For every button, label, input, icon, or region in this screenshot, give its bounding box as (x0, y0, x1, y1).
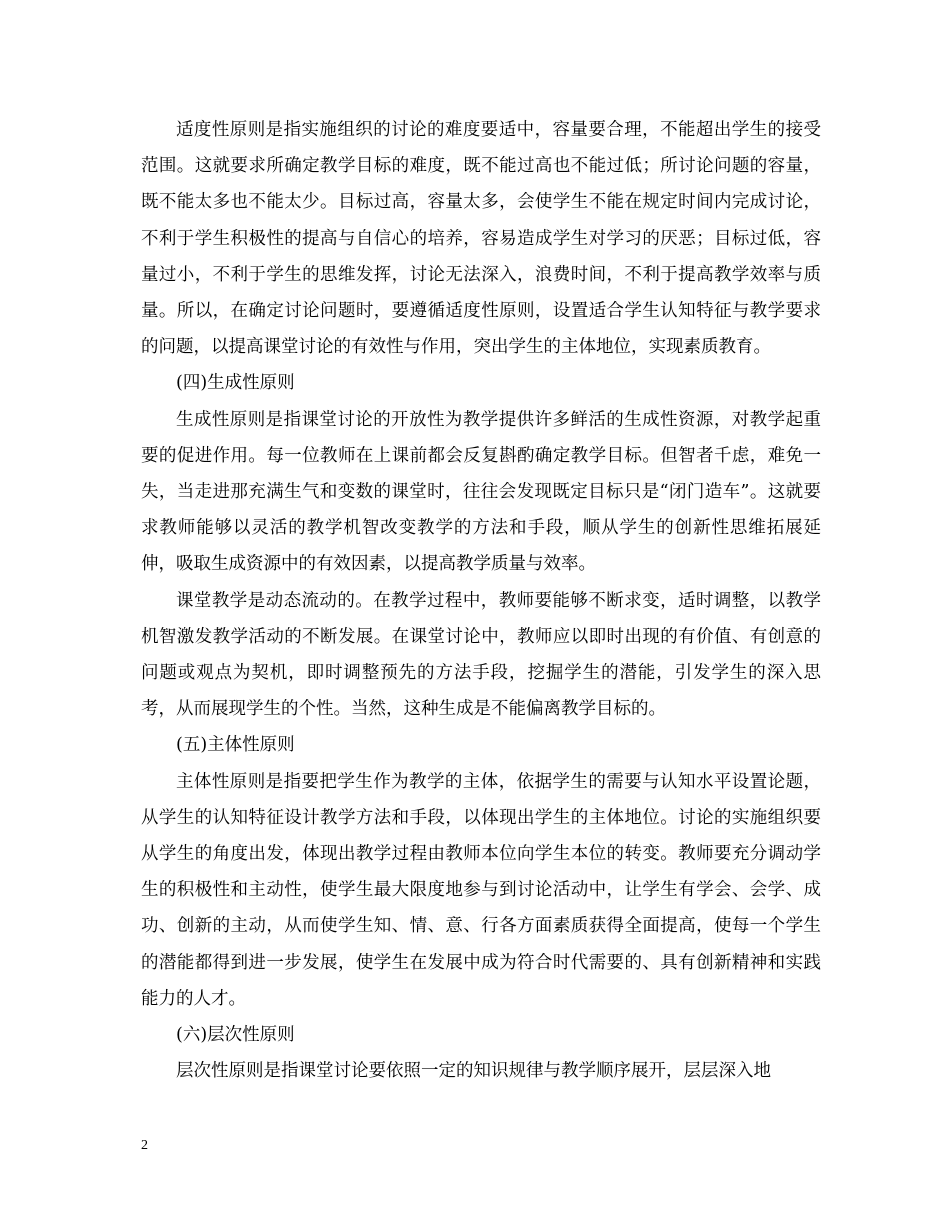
section-heading-generative: (四)生成性原则 (176, 373, 295, 394)
paragraph-hierarchy-principle: 层次性原则是指课堂讨论要依照一定的知识规律与教学顺序展开，层层深入地 (176, 1061, 771, 1082)
paragraph-subjectivity-principle: 主体性原则是指要把学生作为教学的主体，依据学生的需要与认知水平设置论题，从学生的认知特征设计教学方法和手段，以体现出学生的主体地位。讨论的实施组织要从学生的角度出发，体现出教学过程由教师本位向学生本位的转变。教师要充分调动学生的积极性和主动性，使学生最大限度地参与到讨论活动中，让学生有学会、会学、成功、创新的主动，从而使学生知、情、意、行各方面素质获得全面提高，使每一个学生的潜能都得到进一步发展，使学生在发展中成为符合时代需要的、具有创新精神和实践能力的人才。 (141, 771, 821, 1009)
paragraph-moderation-principle: 适度性原则是指实施组织的讨论的难度要适中，容量要合理，不能超出学生的接受范围。这就要求所确定教学目标的难度，既不能过高也不能过低；所讨论问题的容量，既不能太多也不能太少。目标过高，容量太多，会使学生不能在规定时间内完成讨论，不利于学生积极性的提高与自信心的培养，容易造成学生对学习的厌恶；目标过低，容量过小，不利于学生的思维发挥，讨论无法深入，浪费时间，不利于提高教学效率与质量。所以，在确定讨论问题时，要遵循适度性原则，设置适合学生认知特征与教学要求的问题，以提高课堂讨论的有效性与作用，突出学生的主体地位，实现素质教育。 (141, 120, 821, 358)
page-number: 2 (141, 1138, 148, 1153)
paragraph-generative-principle: 生成性原则是指课堂讨论的开放性为教学提供许多鲜活的生成性资源，对教学起重要的促进作用。每一位教师在上课前都会反复斟酌确定教学目标。但智者千虑，难免一失，当走进那充满生气和变数的课堂时，往往会发现既定目标只是“闭门造车”。这就要求教师能够以灵活的教学机智改变教学的方法和手段，顺从学生的创新性思维拓展延伸，吸取生成资源中的有效因素，以提高教学质量与效率。 (141, 409, 821, 575)
paragraph-dynamic-teaching: 课堂教学是动态流动的。在教学过程中，教师要能够不断求变，适时调整，以教学机智激发教学活动的不断发展。在课堂讨论中，教师应以即时出现的有价值、有创意的问题或观点为契机，即时调整预先的方法手段，挖掘学生的潜能，引发学生的深入思考，从而展现学生的个性。当然，这种生成是不能偏离教学目标的。 (141, 590, 821, 720)
section-heading-hierarchy: (六)层次性原则 (176, 1025, 295, 1046)
section-heading-subjectivity: (五)主体性原则 (176, 735, 295, 756)
document-body (141, 112, 821, 1089)
